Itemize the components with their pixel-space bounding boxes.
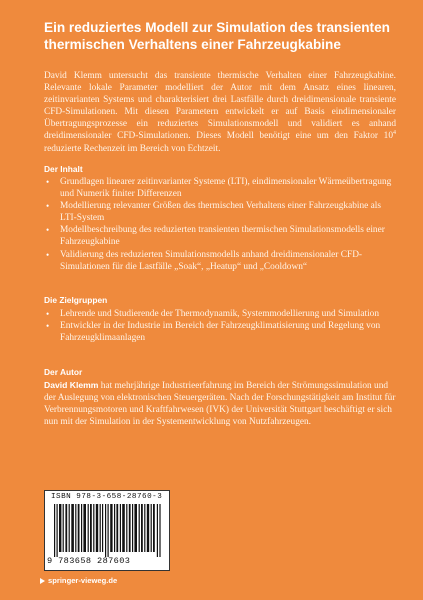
publisher-url: springer-vieweg.de	[48, 576, 118, 585]
isbn-label: ISBN 978-3-658-28760-3	[51, 493, 163, 501]
list-item-text: Modellierung relevanter Größen des thermischen Verhaltens einer Fahrzeugkabine als LTI-System	[60, 201, 382, 224]
abstract-text-after: reduzierte Rechenzeit im Bereich von Echtzeit.	[44, 143, 221, 154]
bullet-icon: •	[46, 225, 50, 236]
bullet-icon: •	[46, 309, 50, 319]
list-item-text: Validierung des reduzierten Simulationsmodells anhand dreidimensionaler CFD-Simulationen für die Lastfälle „Soak“, „Heatup“ und „Cooldown“	[60, 249, 363, 272]
abstract	[44, 70, 396, 155]
list-item	[44, 176, 394, 200]
barcode-bars	[53, 504, 163, 557]
barcode	[44, 490, 170, 571]
heading-autor: Der Autor	[44, 367, 83, 377]
list-item-text: Entwickler in der Industrie im Bereich der Fahrzeugklimatisierung und Regelung von Fahrzeugklimaanlagen	[60, 321, 381, 344]
bullet-icon: •	[46, 249, 50, 260]
list-item	[44, 200, 394, 224]
bullet-icon: •	[46, 321, 50, 332]
bullet-icon: •	[46, 201, 50, 212]
list-item-text: Lehrende und Studierende der Thermodynamik, Systemmodellierung und Simulation	[60, 309, 380, 319]
author-bio	[44, 379, 396, 428]
list-item-text: Modellbeschreibung des reduzierten transienten thermischen Simulationsmodells einer Fahrzeugkabine	[60, 225, 385, 248]
list-item	[44, 308, 394, 320]
list-item-text: Grundlagen linearer zeitinvarianter Systeme (LTI), eindimensionaler Wärmeübertragung und Numerik finiter Differenzen	[60, 177, 392, 200]
abstract-text-before: David Klemm untersucht das transiente thermische Verhalten einer Fahrzeugkabine. Relevante lokale Parameter modelliert der Autor mit dem Ansatz eines linearen, zeitinvarianten Systems und charakterisiert drei Lastfälle durch dreidimensionale transiente CFD-Simulationen. Mit diesen Parametern entwickelt er auf Basis eindimensionaler Übertragungsprozesse ein reduziertes Simulationsmodell und validiert es anhand dreidimensionaler CFD-Simulationen. Dieses Modell benötigt eine um den Faktor 10	[44, 71, 396, 142]
bullet-icon: •	[46, 177, 50, 187]
heading-inhalt: Der Inhalt	[44, 164, 83, 174]
zielgruppen-list	[44, 308, 394, 344]
book-title: Ein reduziertes Modell zur Simulation des transienten thermischen Verhaltens einer Fahrzeugkabine	[44, 20, 390, 52]
list-item	[44, 224, 394, 248]
list-item	[44, 249, 394, 273]
abstract-exponent: 4	[393, 130, 396, 137]
list-item	[44, 320, 394, 344]
author-name: David Klemm	[44, 380, 99, 390]
publisher-link[interactable]	[40, 576, 117, 585]
inhalt-list	[44, 176, 394, 273]
triangle-arrow-icon	[40, 578, 45, 584]
author-bio-text: hat mehrjährige Industrieerfahrung im Bereich der Strömungssimulation und der Auslegung von elektronischen Steuergeräten. Nach der Forschungstätigkeit am Institut für Verbrennungsmotoren und Kraftfahrwesen (IVK) der Universität Stuttgart beschäftigt er sich nun mit der Simulation in der Systementwicklung von Nutzfahrzeugen.	[44, 381, 396, 428]
heading-zielgruppen: Die Zielgruppen	[44, 295, 108, 305]
ean-digits: 9 783658 287603	[47, 556, 131, 566]
